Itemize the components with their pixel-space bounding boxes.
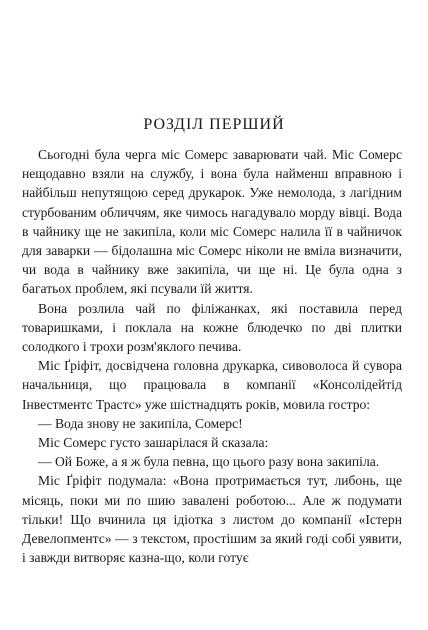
paragraph-1: Сьогодні була черга міс Сомерс заварювати чай. Міс Сомерс нещодавно взяли на службу, і вона була найменш вправною і найбільш непутящою серед друкарок. Уже немолода, з лагідним стурбованим обличчям, яке чимось нагадувало морду вівці. Вода в чайнику ще не закипіла, коли міс Сомерс налила її в чайничок для заварки — бідолашна міс Сомерс ніколи не вміла визначити, чи вода в чайнику вже закипіла, чи ще ні. Це була одна з багатьох проблем, які псували їй життя. [22,147,402,297]
chapter-body [22,145,402,567]
chapter-title: РОЗДІЛ ПЕРШИЙ [143,116,285,133]
paragraph-2: Вона розлила чай по філіжанках, які поставила перед товаришками, і поклала на кожне блюдечко по дві плитки солодкого і трохи розм'яклого печива. [22,300,402,355]
paragraph-6: — Ой Боже, а я ж була певна, що цього разу вона закипіла. [38,454,380,470]
paragraph-3: Міс Ґріфіт, досвідчена головна друкарка, сивоволоса й сувора начальниця, що працювала в компанії «Консолідейтід Інвестментс Трастс» уже шістнадцять років, мовила гостро: [22,358,402,412]
paragraph-5: Міс Сомерс густо зашарілася й сказала: [38,435,269,451]
paragraph-4: — Вода знову не закипіла, Сомерс! [38,415,243,431]
paragraph-7: Міс Ґріфіт подумала: «Вона протримається тут, либонь, ще місяць, поки ми по шию завалені роботою... Але ж подумати тільки! Що вчинила ця ідіотка з листом до компанії «Істерн Девелопментс» — з текстом, простішим за який годі собі уявити, і завжди витворяє казна-що, коли готує [22,473,402,566]
